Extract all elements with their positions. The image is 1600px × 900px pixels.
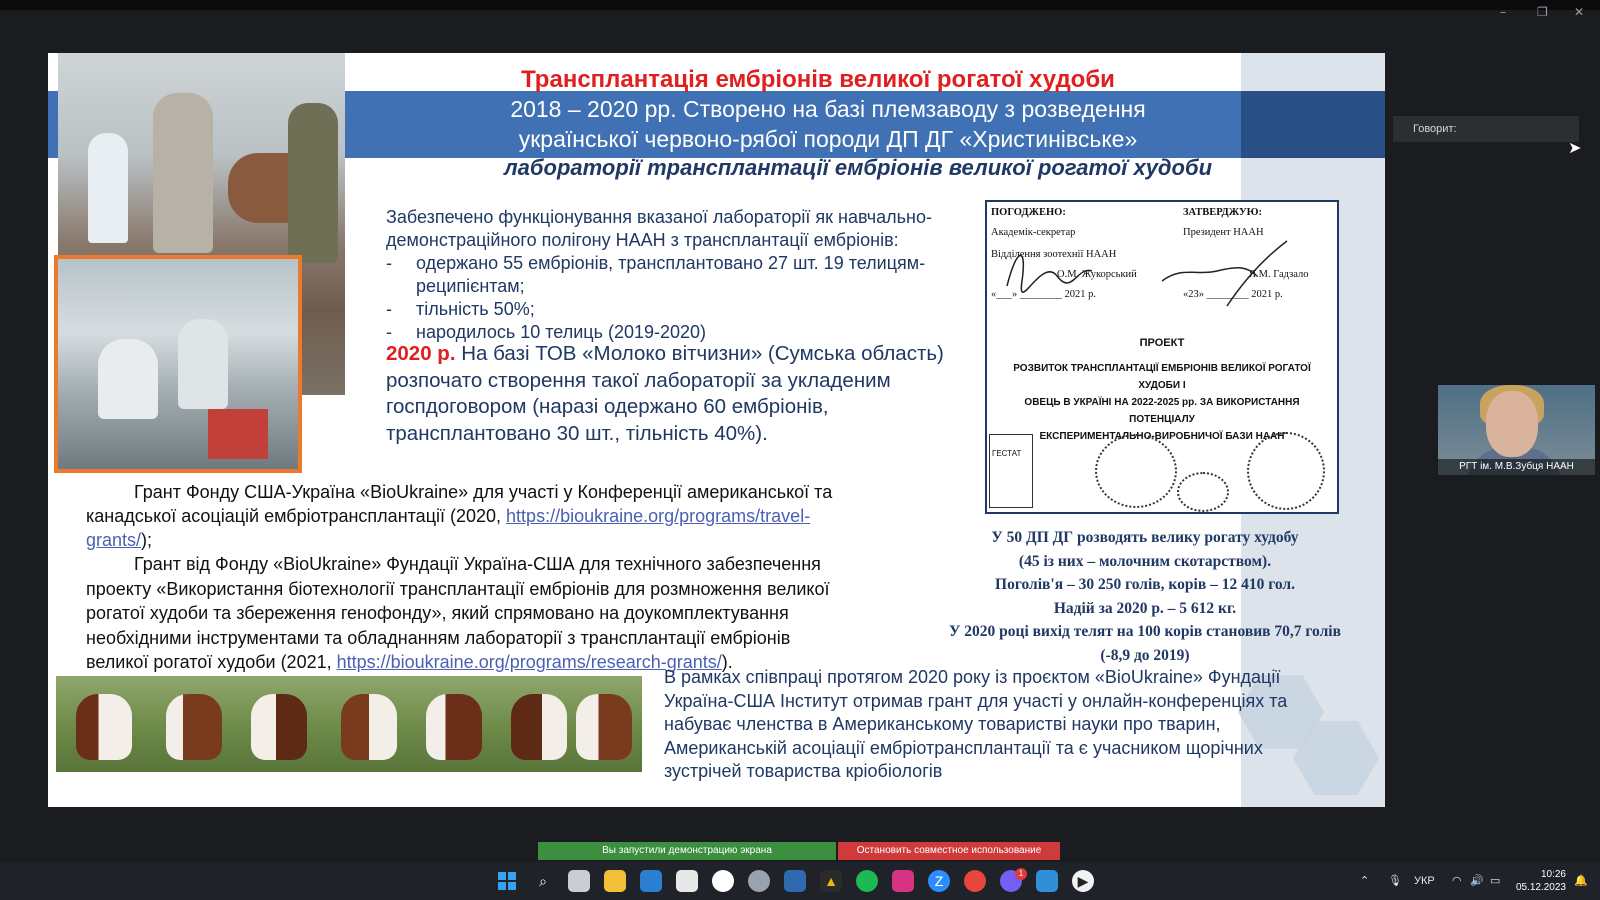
title-bar bbox=[0, 0, 1600, 10]
spotify-icon[interactable] bbox=[856, 870, 878, 892]
grant-1-text: Грант Фонду США-Україна «BioUkraine» для участі у Конференції американської та канадської асоціацій ембріотрансплантації (2020, https://bioukraine.org/programs/travel- grants/); bbox=[86, 482, 833, 550]
restore-icon[interactable]: ❐ bbox=[1537, 5, 1548, 19]
screen-share-notice[interactable]: Вы запустили демонстрацию экрана bbox=[538, 842, 836, 860]
chrome-icon[interactable] bbox=[964, 870, 986, 892]
seal-stamp bbox=[1177, 472, 1229, 512]
lab-2020-description: 2020 р. На базі ТОВ «Молоко вітчизни» (Сумська область) розпочато створення такої лабораторії за укладеним госпдоговором (наразі одержано 60 ембріонів, трансплантовано 30 шт., тільність 40%). bbox=[386, 342, 944, 445]
participant-video-tile[interactable] bbox=[1438, 385, 1595, 475]
minimize-icon[interactable]: – bbox=[1500, 5, 1506, 19]
file-explorer-icon[interactable] bbox=[604, 870, 626, 892]
seal-stamp bbox=[1247, 432, 1325, 510]
grant-2-text: Грант від Фонду «BioUkraine» Фундації Україна-США для технічного забезпечення проекту «Використання біотехнології трансплантації ембріонів для розмноження великої рогатої худоби та збереження генофонду», який спрямовано на доукомплектування необхідними інструментами та обладнанням лабораторії з трансплантації ембріонів великої рогатої худоби (2021, https://bioukraine.org/programs/research-grants/). bbox=[86, 554, 830, 672]
document-small-box: ГЕСТАТ bbox=[989, 434, 1033, 508]
wifi-icon[interactable]: ◠ bbox=[1452, 875, 1462, 887]
travel-grants-link[interactable]: https://bioukraine.org/programs/travel- bbox=[506, 506, 811, 526]
clock-app-icon[interactable] bbox=[712, 870, 734, 892]
project-document-scan: ПОГОДЖЕНО: ЗАТВЕРДЖУЮ: Академік-секретар Відділення зоотехнії НААН О.М. Жукорський «___» ________ 2021 р. Президент НААН Я.М. Гадзало «23» ________ 2021 р. ПРОЕКТ РОЗВИТОК ТРАНСПЛАНТАЦІЇ ЕМБРІОНІВ ВЕЛИКОЇ РОГАТОЇ ХУДОБИ І ОВЕЦЬ В УКРАЇНІ НА 2022-2025 рр. ЗА ВИКОРИСТАННЯ ПОТЕНЦІАЛУ ЕКСПЕРИМЕНТАЛЬНО-ВИРОБНИЧОЇ БАЗИ НААН ГЕСТАТ bbox=[985, 200, 1339, 514]
search-icon[interactable]: ⌕ bbox=[539, 873, 547, 889]
warning-app-icon[interactable]: ▲ bbox=[820, 870, 842, 892]
system-clock[interactable]: 10:26 05.12.2023 bbox=[1515, 869, 1566, 893]
slide-subtitle: 2018 – 2020 рр. Створено на базі племзаводу з розведення української червоно-рябої породи ДП ДГ «Христинівське» bbox=[510, 96, 1146, 152]
speaking-indicator: Говорит: bbox=[1393, 116, 1579, 142]
bioukraine-cooperation-text: В рамках співпраці протягом 2020 року із проєктом «BioUkraine» Фундації Україна-США Інститут отримав грант для участі у онлайн-конференціях та набуває членства в Американському товаристві науки про тварин, Американській асоціації ембріотрансплантації та є учасником щорічних зустрічей товариства кріобіологів bbox=[664, 667, 1288, 781]
microphone-icon[interactable]: 🎙 bbox=[1388, 875, 1402, 887]
signature-right bbox=[1157, 236, 1307, 316]
camera-app-icon[interactable] bbox=[1036, 870, 1058, 892]
slide-subtitle-italic: лабораторії трансплантації ембріонів великої рогатої худоби bbox=[503, 155, 1213, 180]
mouse-cursor-icon: ➤ bbox=[1568, 140, 1582, 157]
disk-app-icon[interactable] bbox=[748, 870, 770, 892]
store-icon[interactable] bbox=[676, 870, 698, 892]
close-icon[interactable]: ✕ bbox=[1574, 5, 1585, 19]
task-view-icon[interactable] bbox=[568, 870, 590, 892]
bullet-item: - народилось 10 телиць (2019-2020) bbox=[386, 322, 707, 342]
media-player-icon[interactable]: ▶ bbox=[1072, 870, 1094, 892]
cattle-herd-photo bbox=[56, 676, 642, 772]
windows-start-icon[interactable] bbox=[496, 870, 518, 892]
slide-title: Трансплантація ембріонів великої рогатої худоби bbox=[521, 66, 1115, 93]
notification-badge: 1 bbox=[1015, 868, 1027, 880]
volume-icon[interactable]: 🔊 bbox=[1470, 875, 1484, 887]
windows-taskbar bbox=[0, 862, 1600, 900]
language-indicator[interactable]: УКР bbox=[1414, 875, 1435, 887]
participant-name: РГТ ім. М.В.Зубця НААН bbox=[1438, 459, 1595, 475]
bullet-item: - тільність 50%; bbox=[386, 299, 535, 319]
bullet-item: - одержано 55 ембріонів, трансплантовано 27 шт. 19 телицям- bbox=[386, 253, 926, 273]
statistics-block: У 50 ДП ДГ розводять велику рогату худобу (45 із них – молочним скотарством). Поголів'я – 30 250 голів, корів – 12 410 гол. Надій за 2020 р. – 5 612 кг. У 2020 році вихід телят на 100 корів становив 70,7 голів (-8,9 до 2019) bbox=[949, 529, 1341, 664]
presentation-slide bbox=[48, 53, 1385, 807]
travel-grants-link[interactable]: grants/ bbox=[86, 530, 142, 550]
bullet-item: реципієнтам; bbox=[416, 276, 525, 296]
download-app-icon[interactable] bbox=[784, 870, 806, 892]
seal-stamp bbox=[1095, 434, 1177, 508]
notification-bell-icon[interactable]: 🔔 bbox=[1574, 875, 1588, 887]
battery-icon[interactable]: ▭ bbox=[1490, 875, 1501, 887]
zoom-icon[interactable]: Z bbox=[928, 870, 950, 892]
lab-photo-microscope bbox=[54, 255, 302, 473]
lab-description: Забезпечено функціонування вказаної лабораторії як навчально- демонстраційного полігону НААН з трансплантації ембріонів: - одержано 55 ембріонів, трансплантовано 27 шт. 19 телицям- реципієнтам; - тільність 50%; - народилось 10 телиць (2019-2020) bbox=[386, 206, 986, 344]
desktop-icon[interactable] bbox=[640, 870, 662, 892]
stop-sharing-button[interactable]: Остановить совместное использование bbox=[838, 842, 1060, 860]
signature-left bbox=[997, 236, 1097, 306]
research-grants-link[interactable]: https://bioukraine.org/programs/research-grants/ bbox=[336, 652, 722, 672]
instagram-icon[interactable] bbox=[892, 870, 914, 892]
chevron-up-icon[interactable]: ⌃ bbox=[1360, 875, 1370, 887]
